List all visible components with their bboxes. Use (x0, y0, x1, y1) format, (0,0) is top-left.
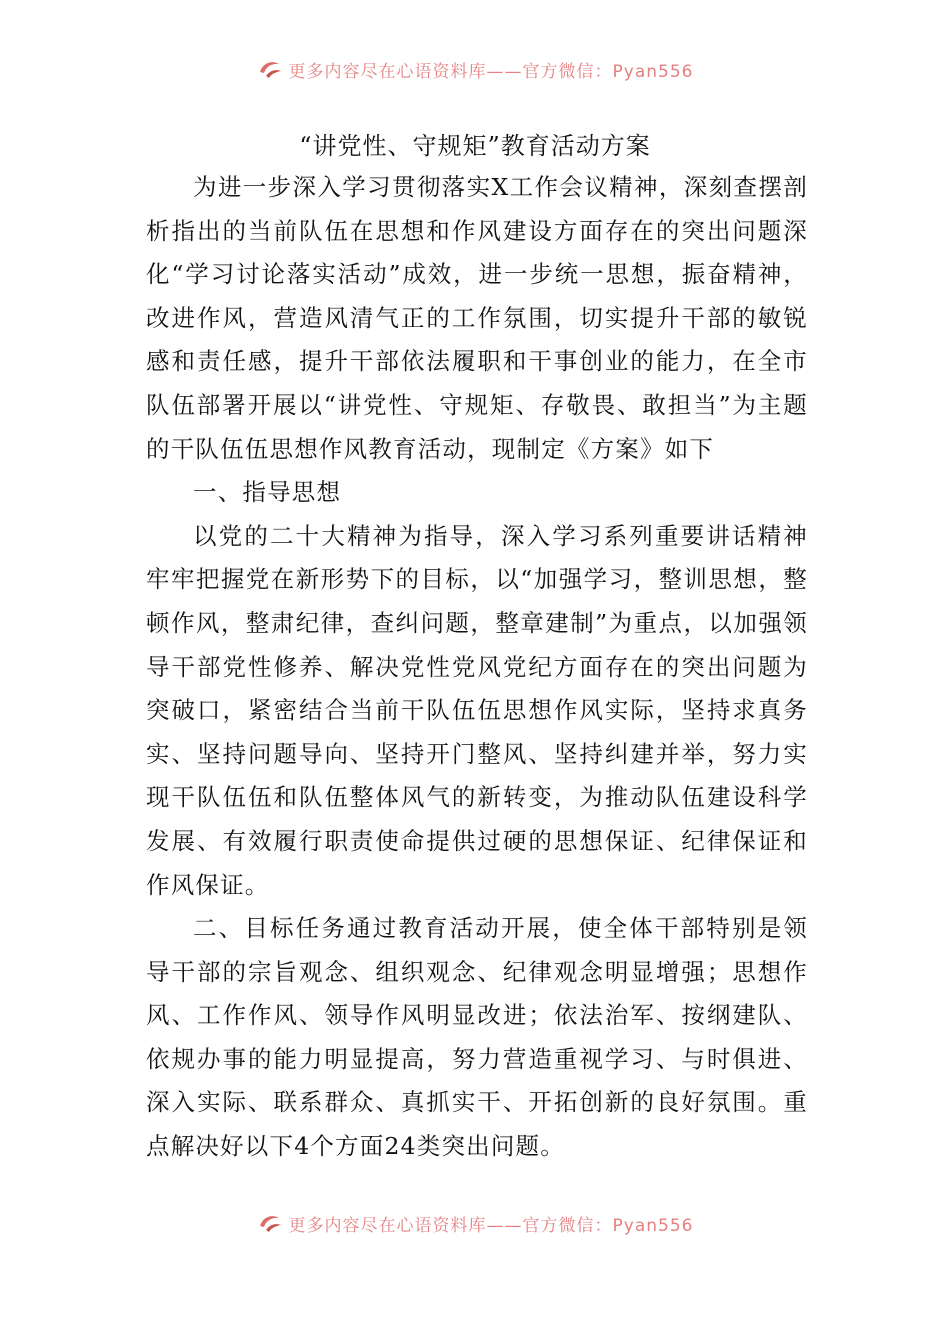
watermark-text: 更多内容尽在心语资料库——官方微信：Pyan556 (288, 1215, 694, 1236)
paragraph-objectives: 二、目标任务通过教育活动开展，使全体干部特别是领导干部的宗旨观念、组织观念、纪律观念明显增强；思想作风、工作作风、领导作风明显改进；依法治军、按纲建队、依规办事的能力明显提高，努力营造重视学习、与时俱进、深入实际、联系群众、真抓实干、开拓创新的良好氛围。重点解决好以下4个方面24类突出问题。 (146, 914, 808, 1161)
document-title: “讲党性、守规矩”教育活动方案 (299, 132, 651, 160)
document-body (146, 166, 808, 1169)
logo-icon (257, 1212, 283, 1234)
watermark-text: 更多内容尽在心语资料库——官方微信：Pyan556 (288, 61, 694, 82)
paragraph-guiding-thought: 以党的二十大精神为指导，深入学习系列重要讲话精神牢牢把握党在新形势下的目标，以“加强学习，整训思想，整顿作风，整肃纪律，查纠问题，整章建制”为重点，以加强领导干部党性修养、解决党性党风党纪方面存在的突出问题为突破口，紧密结合当前干队伍伍思想作风实际，坚持求真务实、坚持问题导向、坚持开门整风、坚持纠建并举，努力实现干队伍伍和队伍整体风气的新转变，为推动队伍建设科学发展、有效履行职责使命提供过硬的思想保证、纪律保证和作风保证。 (146, 521, 808, 899)
logo-icon (257, 58, 283, 80)
paragraph-intro: 为进一步深入学习贯彻落实X工作会议精神，深刻查摆剖析指出的当前队伍在思想和作风建设方面存在的突出问题深化“学习讨论落实活动”成效，进一步统一思想，振奋精神，改进作风，营造风清气正的工作氛围，切实提升干部的敏锐感和责任感，提升干部依法履职和干事创业的能力，在全市队伍部署开展以“讲党性、守规矩、存敬畏、敢担当”为主题的干队伍伍思想作风教育活动，现制定《方案》如下 (146, 173, 808, 463)
section-heading-guiding-thought: 一、指导思想 (193, 478, 342, 507)
watermark-footer (0, 1206, 950, 1240)
watermark-header (0, 52, 950, 86)
